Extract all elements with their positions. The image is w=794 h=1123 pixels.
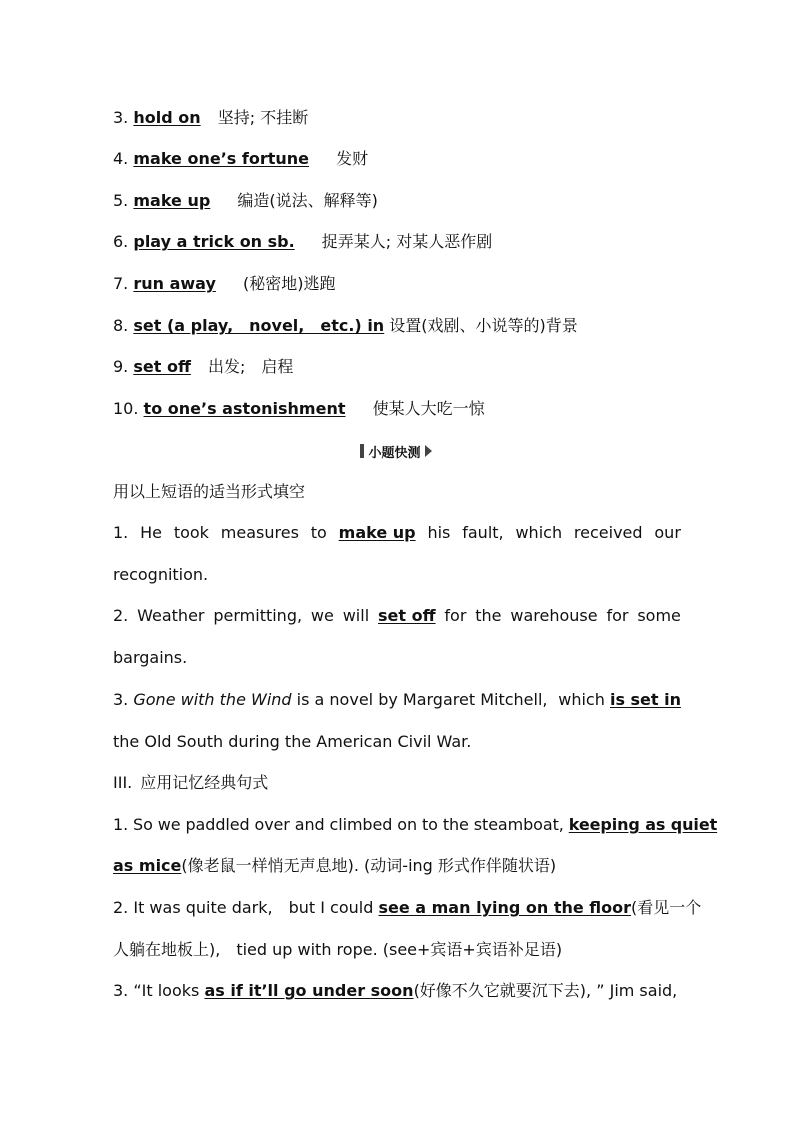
quiz-badge-label: 小题快测 <box>368 445 421 461</box>
exercise-answer: set off <box>378 606 436 625</box>
phrase-item: 6. play a trick on sb. 捉弄某人; 对某人恶作剧 <box>113 232 493 251</box>
phrase-item: 5. make up 编造(说法、解释等) <box>113 191 378 210</box>
phrase-text: make one’s fortune <box>133 149 309 168</box>
phrase-meaning: (秘密地)逃跑 <box>243 274 336 293</box>
phrase-item: 3. hold on 坚持; 不挂断 <box>113 108 309 127</box>
phrase-meaning: 出发; 启程 <box>208 357 294 376</box>
phrase-text: to one’s astonishment <box>143 399 346 418</box>
sentence-1: 1. So we paddled over and climbed on to the steamboat, keeping as quiet <box>113 815 718 834</box>
exercise-1-cont: recognition. <box>113 565 209 584</box>
exercise-2: 2. Weather permitting, we will set off for the warehouse for some <box>113 606 681 625</box>
exercise-2-cont: bargains. <box>113 648 188 667</box>
phrase-meaning: 编造(说法、解释等) <box>237 191 378 210</box>
phrase-text: hold on <box>133 108 201 127</box>
sentence-2: 2. It was quite dark, but I could see a man lying on the floor(看见一个 <box>113 898 702 917</box>
exercise-3-cont: the Old South during the American Civil War. <box>113 732 472 751</box>
sentence-2-cont: 人躺在地板上), tied up with rope. (see+宾语+宾语补足语) <box>113 940 563 959</box>
phrase-text: make up <box>133 191 211 210</box>
phrase-text: play a trick on sb. <box>133 232 295 251</box>
sentence-answer: see a man lying on the floor <box>378 898 632 917</box>
exercise-1: 1. He took measures to make up his fault, which received our <box>113 523 681 542</box>
badge-arrow-icon <box>425 445 432 457</box>
phrase-item: 8. set (a play, novel, etc.) in 设置(戏剧、小说等的)背景 <box>113 316 578 335</box>
instruction: 用以上短语的适当形式填空 <box>113 482 306 501</box>
book-title: Gone with the Wind <box>133 690 292 709</box>
phrase-text: run away <box>133 274 216 293</box>
phrase-meaning: 捉弄某人; 对某人恶作剧 <box>321 232 493 251</box>
sentence-3: 3. “It looks as if it’ll go under soon(好像不久它就要沉下去), ” Jim said, <box>113 981 678 1000</box>
phrase-meaning: 使某人大吃一惊 <box>372 399 485 418</box>
sentence-1-cont: as mice(像老鼠一样悄无声息地). (动词-ing 形式作伴随状语) <box>113 856 557 875</box>
section-heading: III. 应用记忆经典句式 <box>113 773 269 792</box>
phrase-text: set (a play, novel, etc.) in <box>133 316 385 335</box>
sentence-answer: as if it’ll go under soon <box>204 981 414 1000</box>
phrase-item: 7. run away (秘密地)逃跑 <box>113 274 336 293</box>
exercise-answer: is set in <box>609 690 681 709</box>
badge-bar-icon <box>360 444 364 458</box>
phrase-text: set off <box>133 357 191 376</box>
sentence-answer: keeping as quiet <box>568 815 718 834</box>
phrase-meaning: 坚持; 不挂断 <box>217 108 309 127</box>
phrase-item: 4. make one’s fortune 发财 <box>113 149 369 168</box>
phrase-meaning: 设置(戏剧、小说等的)背景 <box>389 316 578 335</box>
sentence-answer: as mice <box>113 856 182 875</box>
exercise-answer: make up <box>338 523 416 542</box>
phrase-meaning: 发财 <box>336 149 369 168</box>
exercise-3: 3. Gone with the Wind is a novel by Margaret Mitchell, which is set in <box>113 690 681 709</box>
phrase-item: 9. set off 出发; 启程 <box>113 357 294 376</box>
phrase-item: 10. to one’s astonishment 使某人大吃一惊 <box>113 399 485 418</box>
quiz-badge <box>357 441 435 461</box>
